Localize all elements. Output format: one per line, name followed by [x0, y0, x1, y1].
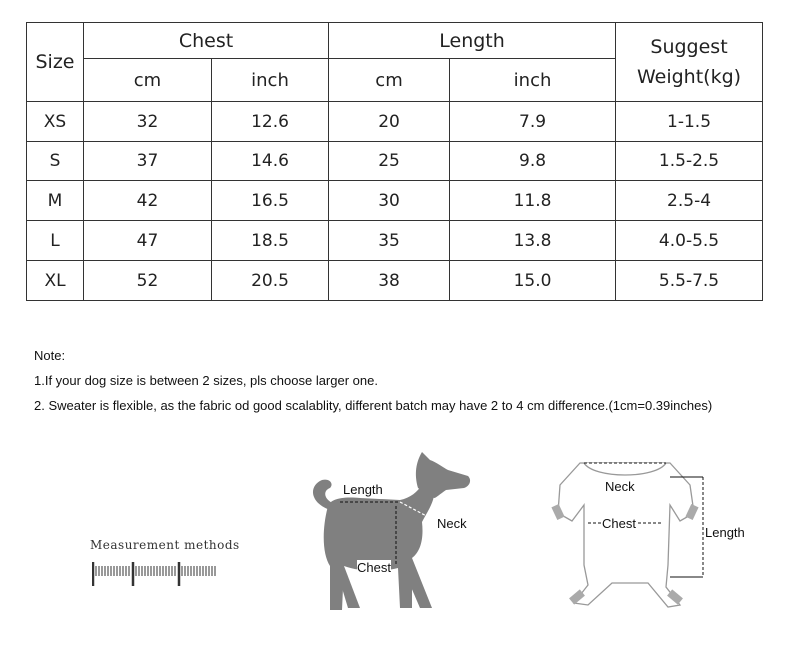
sweater-chest-label: Chest [602, 516, 636, 531]
weight-cell: 1-1.5 [616, 102, 763, 142]
size-cell: L [27, 221, 84, 261]
size-cell: XS [27, 102, 84, 142]
table-row [27, 142, 763, 181]
weight-cell: 1.5-2.5 [616, 142, 763, 181]
table-row [27, 261, 763, 301]
dog-neck-label: Neck [437, 516, 467, 531]
table-row [27, 221, 763, 261]
note-title: Note: [34, 348, 66, 363]
length-inch-cell: 9.8 [450, 142, 616, 181]
ruler-icon [92, 562, 222, 590]
length-cm-cell: 20 [329, 102, 450, 142]
weight-cell: 5.5-7.5 [616, 261, 763, 301]
length-inch-header: inch [450, 59, 616, 102]
length-cm-cell: 38 [329, 261, 450, 301]
measurement-methods-label: Measurement methods [90, 538, 240, 552]
chest-cm-cell: 47 [84, 221, 212, 261]
weight-header [616, 23, 763, 102]
weight-cell: 2.5-4 [616, 181, 763, 221]
chest-cm-cell: 37 [84, 142, 212, 181]
length-inch-cell: 7.9 [450, 102, 616, 142]
dog-length-label: Length [343, 482, 383, 497]
chest-header: Chest [84, 23, 329, 59]
dog-chest-label: Chest [357, 560, 391, 575]
chest-inch-header: inch [212, 59, 329, 102]
chest-inch-cell: 16.5 [212, 181, 329, 221]
chest-cm-cell: 42 [84, 181, 212, 221]
size-header: Size [27, 23, 84, 102]
length-cm-cell: 30 [329, 181, 450, 221]
length-inch-cell: 11.8 [450, 181, 616, 221]
size-cell: XL [27, 261, 84, 301]
table-row [27, 102, 763, 142]
chest-inch-cell: 12.6 [212, 102, 329, 142]
sweater-neck-label: Neck [605, 479, 635, 494]
note-line-1: 1.If your dog size is between 2 sizes, pls choose larger one. [34, 373, 378, 388]
length-inch-cell: 13.8 [450, 221, 616, 261]
size-cell: S [27, 142, 84, 181]
chest-cm-header: cm [84, 59, 212, 102]
weight-header-line2: Weight(kg) [636, 66, 742, 88]
weight-cell: 4.0-5.5 [616, 221, 763, 261]
chest-inch-cell: 20.5 [212, 261, 329, 301]
size-cell: M [27, 181, 84, 221]
chest-inch-cell: 14.6 [212, 142, 329, 181]
length-cm-header: cm [329, 59, 450, 102]
chest-cm-cell: 32 [84, 102, 212, 142]
length-header: Length [329, 23, 616, 59]
length-inch-cell: 15.0 [450, 261, 616, 301]
chest-cm-cell: 52 [84, 261, 212, 301]
weight-header-line1: Suggest [650, 36, 728, 58]
chest-inch-cell: 18.5 [212, 221, 329, 261]
table-row [27, 181, 763, 221]
size-chart-table [26, 22, 763, 301]
length-cm-cell: 25 [329, 142, 450, 181]
note-line-2: 2. Sweater is flexible, as the fabric od good scalablity, different batch may have 2 to 4 cm difference.(1cm=0.39inches) [34, 398, 713, 413]
sweater-length-label: Length [705, 525, 745, 540]
length-cm-cell: 35 [329, 221, 450, 261]
